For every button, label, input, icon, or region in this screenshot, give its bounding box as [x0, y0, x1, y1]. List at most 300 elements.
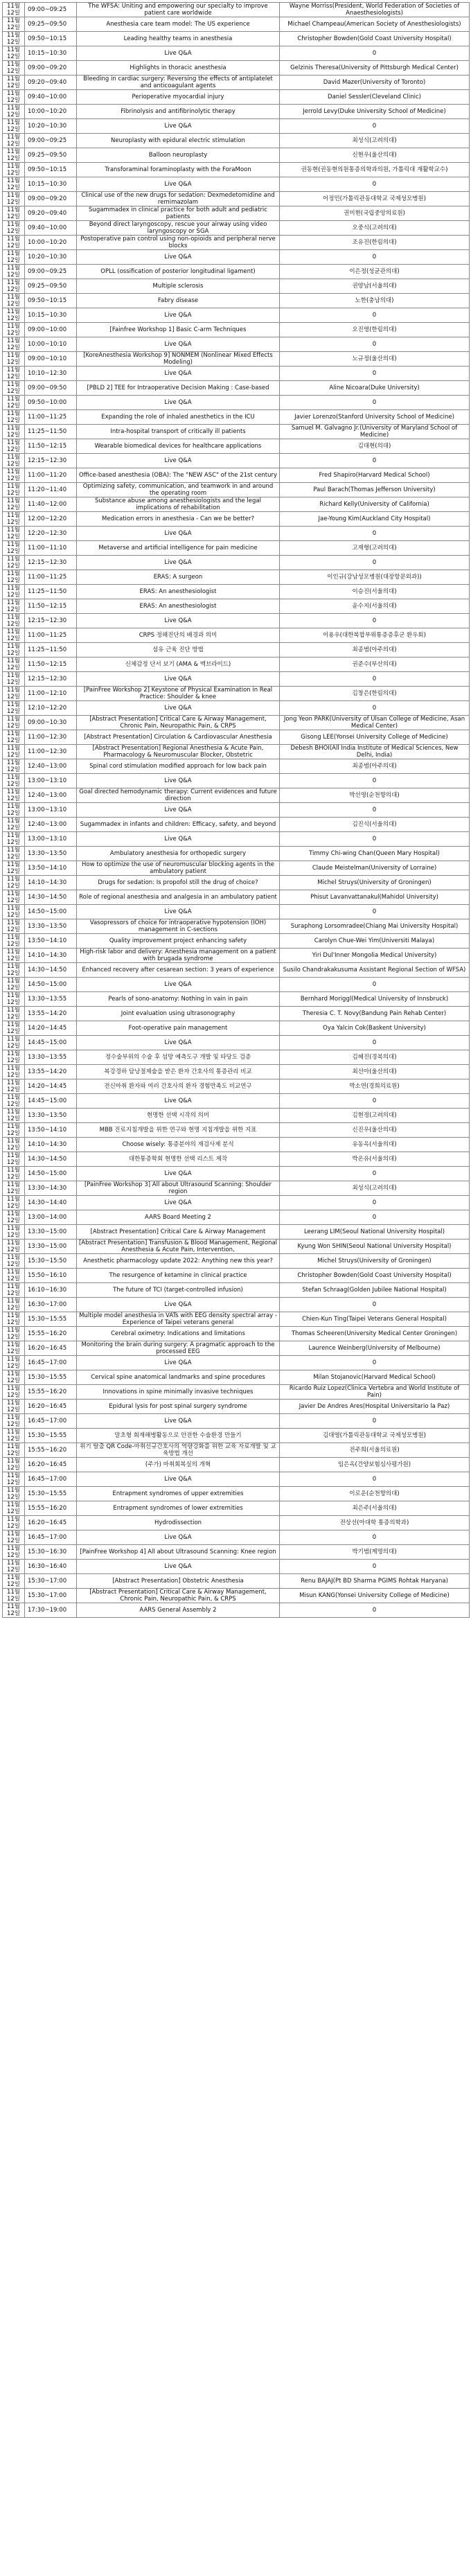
- session-date: 11월 12일: [3, 367, 25, 381]
- session-speaker: 권동현(권동현의원통증의학과의원, 가톨릭대 재활학교수): [280, 163, 470, 177]
- session-title: [Abstract Presentation] Critical Care & Airway Management, Chronic Pain, Neuropathic Pain, & CRPS: [77, 1589, 280, 1603]
- schedule-row: [3, 599, 470, 614]
- session-title: Live Q&A: [77, 177, 280, 192]
- session-time: 09:25~09:50: [25, 279, 77, 294]
- session-date: 11월 12일: [3, 279, 25, 294]
- schedule-row: [3, 1298, 470, 1312]
- session-time: 12:40~13:00: [25, 759, 77, 774]
- session-speaker: Christopher Bowden(Gold Coast University Hospital): [280, 1269, 470, 1283]
- session-title: Vasopressors of choice for intraoperative hypotension (IOH) management in C-sections: [77, 919, 280, 934]
- session-speaker: Bernhard Moriggl(Medical University of Innsbruck): [280, 992, 470, 1007]
- schedule-row: [3, 1327, 470, 1341]
- schedule-row: [3, 992, 470, 1007]
- session-date: 11월 12일: [3, 1283, 25, 1298]
- session-title: Sugammadex in clinical practice for both adult and pediatric patients: [77, 206, 280, 221]
- session-speaker: Jerrold Levy(Duke University School of Medicine): [280, 105, 470, 119]
- schedule-row: [3, 1007, 470, 1021]
- schedule-row: [3, 1152, 470, 1167]
- session-speaker: 0: [280, 396, 470, 410]
- schedule-row: [3, 308, 470, 323]
- session-time: 14:30~14:50: [25, 963, 77, 978]
- session-date: 11월 12일: [3, 1356, 25, 1370]
- session-time: 13:30~13:55: [25, 1050, 77, 1065]
- schedule-row: [3, 934, 470, 949]
- session-title: Anesthesia care team model: The US experience: [77, 17, 280, 32]
- session-title: Live Q&A: [77, 672, 280, 687]
- schedule-row: [3, 90, 470, 105]
- schedule-row: [3, 1254, 470, 1269]
- session-speaker: Leerang LIM(Seoul National University Hospital): [280, 1225, 470, 1240]
- session-date: 11월 12일: [3, 105, 25, 119]
- session-time: 11:25~11:50: [25, 425, 77, 439]
- session-date: 11월 12일: [3, 658, 25, 672]
- session-speaker: 최성식(고려의대): [280, 1181, 470, 1196]
- schedule-row: [3, 454, 470, 468]
- session-time: 15:30~15:55: [25, 1487, 77, 1501]
- session-speaker: 고재형(고려의대): [280, 541, 470, 556]
- schedule-row: [3, 949, 470, 963]
- session-speaker: 최종범(아주의대): [280, 643, 470, 658]
- session-date: 11월 12일: [3, 1138, 25, 1152]
- session-time: 13:50~14:10: [25, 1123, 77, 1138]
- session-speaker: 0: [280, 803, 470, 818]
- session-title: Live Q&A: [77, 614, 280, 628]
- schedule-row: [3, 803, 470, 818]
- session-speaker: 0: [280, 46, 470, 61]
- session-title: Choose wisely: 통증분야의 재검사제 분석: [77, 1138, 280, 1152]
- session-date: 11월 12일: [3, 1589, 25, 1603]
- session-date: 11월 12일: [3, 483, 25, 497]
- schedule-row: [3, 1283, 470, 1298]
- session-time: 12:15~12:30: [25, 614, 77, 628]
- schedule-row: [3, 1458, 470, 1472]
- schedule-row: [3, 1269, 470, 1283]
- session-date: 11월 12일: [3, 1167, 25, 1181]
- session-speaker: 전상선(아대학 통증의학과): [280, 1516, 470, 1530]
- session-time: 10:20~10:30: [25, 119, 77, 134]
- session-speaker: Gisong LEE(Yonsei University College of Medicine): [280, 730, 470, 745]
- session-time: 13:00~13:10: [25, 803, 77, 818]
- session-time: 15:30~15:50: [25, 1254, 77, 1269]
- schedule-row: [3, 541, 470, 556]
- session-date: 11월 12일: [3, 672, 25, 687]
- schedule-row: [3, 774, 470, 788]
- session-speaker: Thomas Scheeren(University Medical Center Groningen): [280, 1327, 470, 1341]
- schedule-row: [3, 61, 470, 76]
- session-date: 11월 12일: [3, 1079, 25, 1094]
- schedule-row: [3, 1560, 470, 1574]
- schedule-row: [3, 512, 470, 527]
- session-speaker: 0: [280, 832, 470, 847]
- session-time: 13:00~13:10: [25, 832, 77, 847]
- session-speaker: 전주희(서울의료원): [280, 1443, 470, 1458]
- session-speaker: Richard Kelly(University of California): [280, 497, 470, 512]
- session-date: 11월 12일: [3, 818, 25, 832]
- schedule-row: [3, 294, 470, 308]
- session-date: 11월 12일: [3, 570, 25, 585]
- session-title: Live Q&A: [77, 337, 280, 352]
- session-time: 09:00~10:00: [25, 323, 77, 337]
- session-title: Expanding the role of inhaled anesthetics in the ICU: [77, 410, 280, 425]
- session-title: Live Q&A: [77, 1094, 280, 1109]
- session-speaker: Debesh BHOI(All India Institute of Medical Sciences, New Delhi, India): [280, 745, 470, 759]
- session-time: 09:00~09:20: [25, 61, 77, 76]
- session-title: Live Q&A: [77, 1298, 280, 1312]
- schedule-row: [3, 163, 470, 177]
- session-date: 11월 12일: [3, 1312, 25, 1327]
- schedule-row: [3, 396, 470, 410]
- session-date: 11월 12일: [3, 76, 25, 90]
- session-time: 09:40~10:00: [25, 221, 77, 236]
- schedule-row: [3, 410, 470, 425]
- session-date: 11월 12일: [3, 1545, 25, 1560]
- session-time: 09:40~10:00: [25, 90, 77, 105]
- schedule-row: [3, 17, 470, 32]
- session-date: 11월 12일: [3, 716, 25, 730]
- session-title: Fabry disease: [77, 294, 280, 308]
- schedule-row: [3, 1385, 470, 1400]
- session-speaker: Javier De Andres Ares(Hospital Universitario la Paz): [280, 1400, 470, 1414]
- session-date: 11월 12일: [3, 381, 25, 396]
- session-time: 10:00~10:20: [25, 236, 77, 250]
- session-time: 11:00~11:25: [25, 628, 77, 643]
- session-date: 11월 12일: [3, 17, 25, 32]
- session-speaker: 박기범(계명의대): [280, 1545, 470, 1560]
- session-speaker: 0: [280, 1167, 470, 1181]
- session-speaker: 0: [280, 1356, 470, 1370]
- session-time: 13:30~13:50: [25, 847, 77, 861]
- session-speaker: Oya Yalcin Cok(Baskent University): [280, 1021, 470, 1036]
- session-speaker: 이정민(가톨릭관동대학교 국제성모병원): [280, 192, 470, 206]
- session-speaker: Phisut Lavanvattanakul(Mahidol University): [280, 890, 470, 905]
- session-time: 12:00~12:20: [25, 512, 77, 527]
- session-date: 11월 12일: [3, 1109, 25, 1123]
- schedule-row: [3, 3, 470, 17]
- schedule-row: [3, 1167, 470, 1181]
- schedule-row: [3, 1603, 470, 1618]
- session-time: 14:30~14:50: [25, 890, 77, 905]
- session-time: 09:50~10:15: [25, 32, 77, 46]
- schedule-row: [3, 1341, 470, 1356]
- session-time: 14:50~15:00: [25, 1167, 77, 1181]
- session-speaker: David Mazer(University of Toronto): [280, 76, 470, 90]
- schedule-row: [3, 134, 470, 148]
- session-title: Live Q&A: [77, 701, 280, 716]
- session-time: 13:50~14:10: [25, 934, 77, 949]
- session-time: 14:45~15:00: [25, 1036, 77, 1050]
- schedule-row: [3, 527, 470, 541]
- session-date: 11월 12일: [3, 119, 25, 134]
- schedule-row: [3, 963, 470, 978]
- session-time: 16:30~16:40: [25, 1560, 77, 1574]
- schedule-row: [3, 265, 470, 279]
- session-title: Transforaminal foraminoplasty with the ForaMoon: [77, 163, 280, 177]
- session-date: 11월 12일: [3, 628, 25, 643]
- session-date: 11월 12일: [3, 556, 25, 570]
- session-time: 09:00~09:50: [25, 381, 77, 396]
- session-speaker: 0: [280, 1094, 470, 1109]
- session-time: 11:00~11:25: [25, 570, 77, 585]
- session-date: 11월 12일: [3, 1021, 25, 1036]
- session-time: 10:15~10:30: [25, 46, 77, 61]
- schedule-row: [3, 177, 470, 192]
- session-time: 14:50~15:00: [25, 905, 77, 919]
- session-time: 14:10~14:30: [25, 1138, 77, 1152]
- session-title: Live Q&A: [77, 803, 280, 818]
- session-speaker: Michael Champeau(American Society of Anesthesiologists): [280, 17, 470, 32]
- schedule-row: [3, 1050, 470, 1065]
- session-title: Pearls of sono-anatomy: Nothing in vain in pain: [77, 992, 280, 1007]
- session-time: 12:15~12:30: [25, 672, 77, 687]
- schedule-row: [3, 978, 470, 992]
- session-time: 16:45~17:00: [25, 1530, 77, 1545]
- session-time: 11:25~11:50: [25, 643, 77, 658]
- session-time: 10:00~10:10: [25, 337, 77, 352]
- session-speaker: 0: [280, 1472, 470, 1487]
- schedule-row: [3, 105, 470, 119]
- session-time: 14:50~15:00: [25, 978, 77, 992]
- session-title: Entrapment syndromes of lower extremities: [77, 1501, 280, 1516]
- session-date: 11월 12일: [3, 1094, 25, 1109]
- session-time: 10:15~10:30: [25, 177, 77, 192]
- session-time: 09:50~10:15: [25, 294, 77, 308]
- session-title: ERAS: A surgeon: [77, 570, 280, 585]
- session-date: 11월 12일: [3, 599, 25, 614]
- session-speaker: 김대영(가톨릭관동대학교 국제성모병원): [280, 1429, 470, 1443]
- session-time: 16:30~17:00: [25, 1298, 77, 1312]
- schedule-row: [3, 439, 470, 454]
- session-time: 16:10~16:30: [25, 1283, 77, 1298]
- schedule-row: [3, 643, 470, 658]
- session-date: 11월 12일: [3, 759, 25, 774]
- schedule-row: [3, 352, 470, 367]
- session-speaker: 이승진(서울의대): [280, 585, 470, 599]
- session-title: Quality improvement project enhancing safety: [77, 934, 280, 949]
- session-date: 11월 12일: [3, 803, 25, 818]
- session-title: Joint evaluation using ultrasonography: [77, 1007, 280, 1021]
- session-time: 15:55~16:20: [25, 1385, 77, 1400]
- session-time: 12:10~12:20: [25, 701, 77, 716]
- session-time: 14:20~14:45: [25, 1079, 77, 1094]
- session-time: 11:00~11:20: [25, 468, 77, 483]
- session-time: 13:00~14:00: [25, 1210, 77, 1225]
- schedule-row: [3, 250, 470, 265]
- schedule-row: [3, 1501, 470, 1516]
- session-date: 11월 12일: [3, 134, 25, 148]
- schedule-row: [3, 1530, 470, 1545]
- session-speaker: 신진우(울산의대): [280, 1123, 470, 1138]
- session-speaker: 박온유(서울의대): [280, 1152, 470, 1167]
- schedule-row: [3, 1065, 470, 1079]
- session-time: 13:30~13:50: [25, 919, 77, 934]
- schedule-row: [3, 1574, 470, 1589]
- session-time: 11:00~11:25: [25, 410, 77, 425]
- session-time: 09:00~10:10: [25, 352, 77, 367]
- session-speaker: 0: [280, 367, 470, 381]
- session-time: 12:40~13:00: [25, 818, 77, 832]
- session-title: Enhanced recovery after cesarean section: 3 years of experience: [77, 963, 280, 978]
- session-speaker: Timmy Chi-wing Chan(Queen Mary Hospital): [280, 847, 470, 861]
- session-speaker: Claude Meistelman(University of Lorraine): [280, 861, 470, 876]
- schedule-row: [3, 818, 470, 832]
- session-title: Epidural lysis for post spinal surgery syndrome: [77, 1400, 280, 1414]
- session-time: 12:40~13:00: [25, 788, 77, 803]
- schedule-row: [3, 425, 470, 439]
- session-speaker: Wayne Morriss(President, World Federation of Societies of Anaesthesiologists): [280, 3, 470, 17]
- session-time: 11:25~11:50: [25, 585, 77, 599]
- session-date: 11월 12일: [3, 163, 25, 177]
- session-time: 11:00~12:30: [25, 730, 77, 745]
- session-title: Wearable biomedical devices for healthcare applications: [77, 439, 280, 454]
- session-title: Live Q&A: [77, 1560, 280, 1574]
- session-date: 11월 12일: [3, 1123, 25, 1138]
- session-time: 14:20~14:45: [25, 1021, 77, 1036]
- session-title: Live Q&A: [77, 308, 280, 323]
- session-speaker: 노규정(울산의대): [280, 352, 470, 367]
- session-time: 09:25~09:50: [25, 148, 77, 163]
- schedule-row: [3, 483, 470, 497]
- schedule-row: [3, 1545, 470, 1560]
- session-speaker: 0: [280, 337, 470, 352]
- session-date: 11월 12일: [3, 1458, 25, 1472]
- session-date: 11월 12일: [3, 396, 25, 410]
- session-speaker: 0: [280, 177, 470, 192]
- session-speaker: Milan Stojanovic(Harvard Medical School): [280, 1370, 470, 1385]
- schedule-row: [3, 367, 470, 381]
- schedule-row: [3, 556, 470, 570]
- session-date: 11월 12일: [3, 206, 25, 221]
- session-speaker: 0: [280, 556, 470, 570]
- session-date: 11월 12일: [3, 337, 25, 352]
- schedule-table: [2, 2, 470, 1618]
- session-title: [Abstract Presentation] Transfusion & Blood Management, Regional Anesthesia & Acute Pain, Intervention,: [77, 1240, 280, 1254]
- session-title: Live Q&A: [77, 250, 280, 265]
- session-date: 11월 12일: [3, 497, 25, 512]
- session-speaker: Ricardo Ruiz Lopez(Clinica Vertebra and World Institute of Pain): [280, 1385, 470, 1400]
- session-title: ERAS: An anesthesiologist: [77, 585, 280, 599]
- session-date: 11월 12일: [3, 1560, 25, 1574]
- session-date: 11월 12일: [3, 221, 25, 236]
- session-time: 09:00~09:25: [25, 134, 77, 148]
- session-speaker: 박소연(경희의료원): [280, 1079, 470, 1094]
- schedule-row: [3, 832, 470, 847]
- session-speaker: 0: [280, 1298, 470, 1312]
- schedule-row: [3, 1589, 470, 1603]
- session-date: 11월 12일: [3, 949, 25, 963]
- session-speaker: 신현우(울산의대): [280, 148, 470, 163]
- schedule-row: [3, 1123, 470, 1138]
- session-time: 10:20~10:30: [25, 250, 77, 265]
- session-time: 09:20~09:40: [25, 206, 77, 221]
- schedule-row: [3, 1079, 470, 1094]
- session-title: Multiple model anesthesia in VATs with EEG density spectral array - Experience of Taipei veterans general: [77, 1312, 280, 1327]
- session-title: Highlights in thoracic anesthesia: [77, 61, 280, 76]
- session-time: 13:50~14:10: [25, 861, 77, 876]
- session-time: 09:20~09:40: [25, 76, 77, 90]
- schedule-row: [3, 672, 470, 687]
- schedule-row: [3, 497, 470, 512]
- schedule-row: [3, 730, 470, 745]
- schedule-row: [3, 192, 470, 206]
- session-time: 11:50~12:15: [25, 658, 77, 672]
- session-speaker: 0: [280, 774, 470, 788]
- schedule-row: [3, 716, 470, 730]
- session-speaker: 김진식(서울의대): [280, 818, 470, 832]
- schedule-row: [3, 46, 470, 61]
- session-title: Medication errors in anesthesia - Can we be better?: [77, 512, 280, 527]
- session-date: 11월 12일: [3, 847, 25, 861]
- session-speaker: 최종범(아주의대): [280, 759, 470, 774]
- session-date: 11월 12일: [3, 1530, 25, 1545]
- session-time: 14:45~15:00: [25, 1094, 77, 1109]
- session-date: 11월 12일: [3, 934, 25, 949]
- session-time: 09:25~09:50: [25, 17, 77, 32]
- session-date: 11월 12일: [3, 585, 25, 599]
- schedule-row: [3, 701, 470, 716]
- session-title: Leading healthy teams in anesthesia: [77, 32, 280, 46]
- session-title: Monitoring the brain during surgery: A pragmatic approach to the processed EEG: [77, 1341, 280, 1356]
- schedule-row: [3, 861, 470, 876]
- session-time: 15:30~17:00: [25, 1574, 77, 1589]
- session-speaker: 조유진(한림의대): [280, 236, 470, 250]
- session-time: 15:30~15:55: [25, 1370, 77, 1385]
- session-speaker: 0: [280, 1414, 470, 1429]
- session-title: Live Q&A: [77, 396, 280, 410]
- session-title: [Abstract Presentation] Regional Anesthesia & Acute Pain, Pharmacology & Neuromuscular Blocker, Obstetric: [77, 745, 280, 759]
- session-date: 11월 12일: [3, 236, 25, 250]
- session-speaker: Laurence Weinberg(University of Melbourne): [280, 1341, 470, 1356]
- session-speaker: Aline Nicoara(Duke University): [280, 381, 470, 396]
- session-title: Hydrodissection: [77, 1516, 280, 1530]
- session-date: 11월 12일: [3, 1603, 25, 1618]
- session-time: 09:00~09:20: [25, 192, 77, 206]
- session-time: 09:50~10:00: [25, 396, 77, 410]
- session-date: 11월 12일: [3, 454, 25, 468]
- session-speaker: 0: [280, 672, 470, 687]
- session-title: 위기 탈출 QR Code-마취신규간호사의 역량강화를 위한 교육 자료개발 및 교육방법 개선: [77, 1443, 280, 1458]
- session-speaker: Daniel Sessler(Cleveland Clinic): [280, 90, 470, 105]
- session-time: 09:00~10:30: [25, 716, 77, 730]
- schedule-row: [3, 788, 470, 803]
- session-title: Cerebral oximetry: Indications and limitations: [77, 1327, 280, 1341]
- session-title: Optimizing safety, communication, and teamwork in and around the operating room: [77, 483, 280, 497]
- session-speaker: 0: [280, 119, 470, 134]
- session-date: 11월 12일: [3, 876, 25, 890]
- session-date: 11월 12일: [3, 1327, 25, 1341]
- session-date: 11월 12일: [3, 1414, 25, 1429]
- session-time: 16:20~16:45: [25, 1458, 77, 1472]
- session-speaker: 윤수지(서울의대): [280, 599, 470, 614]
- session-speaker: 0: [280, 1560, 470, 1574]
- session-time: 16:45~17:00: [25, 1472, 77, 1487]
- session-date: 11월 12일: [3, 919, 25, 934]
- session-date: 11월 12일: [3, 1501, 25, 1516]
- session-speaker: 오진영(한림의대): [280, 323, 470, 337]
- session-title: 신체감정 단서 보기 (AMA & 맥브라이드): [77, 658, 280, 672]
- session-date: 11월 12일: [3, 1050, 25, 1065]
- schedule-row: [3, 614, 470, 628]
- schedule-row: [3, 658, 470, 672]
- session-speaker: Javier Lorenzo(Stanford University School of Medicine): [280, 410, 470, 425]
- session-date: 11월 12일: [3, 788, 25, 803]
- session-date: 11월 12일: [3, 425, 25, 439]
- session-date: 11월 12일: [3, 90, 25, 105]
- session-speaker: 0: [280, 454, 470, 468]
- schedule-row: [3, 1414, 470, 1429]
- session-speaker: 이은정(성균관의대): [280, 265, 470, 279]
- session-time: 14:30~14:50: [25, 1152, 77, 1167]
- session-time: 15:55~16:20: [25, 1443, 77, 1458]
